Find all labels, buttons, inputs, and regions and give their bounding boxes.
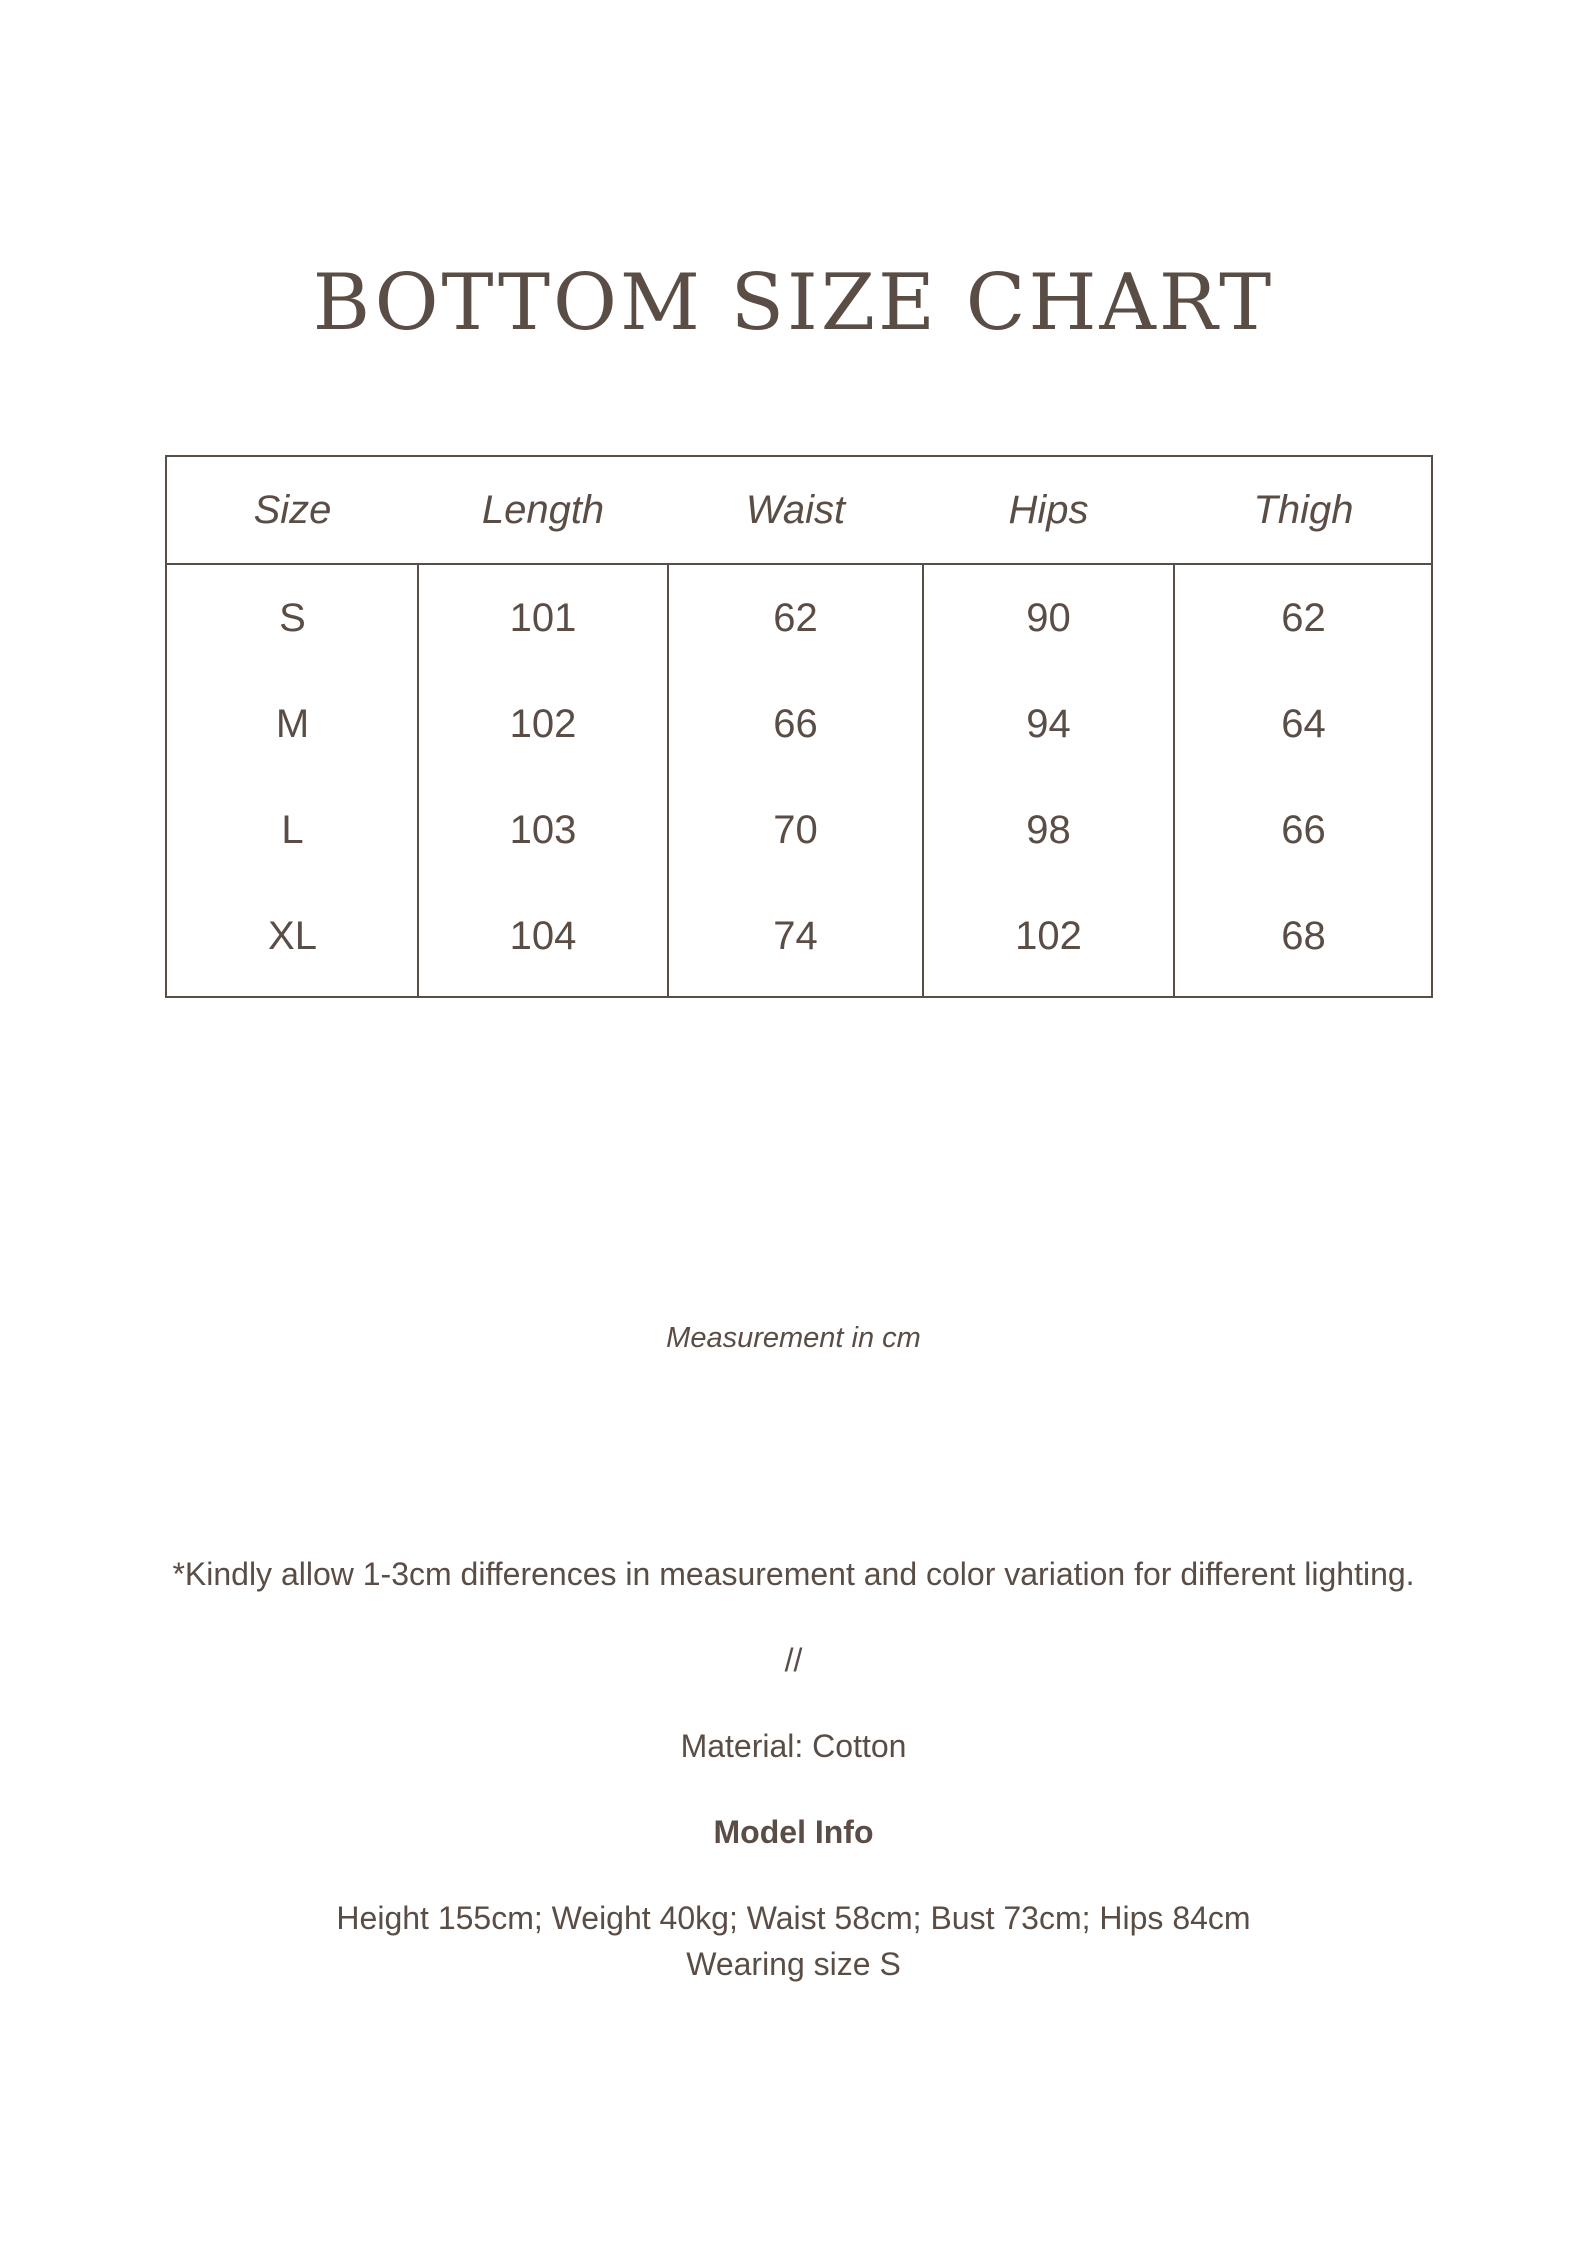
model-stats-text: Height 155cm; Weight 40kg; Waist 58cm; Bust 73cm; Hips 84cm	[336, 1900, 1251, 1936]
table-row	[167, 883, 1431, 989]
header-size: Size	[253, 488, 332, 532]
table-row	[167, 565, 1431, 671]
page-title: BOTTOM SIZE CHART	[312, 258, 1275, 348]
cell-thigh: 62	[1281, 596, 1326, 640]
cell-size: L	[281, 808, 304, 852]
cell-length: 103	[509, 808, 577, 852]
cell-thigh: 66	[1281, 808, 1326, 852]
model-info-heading: Model Info	[713, 1814, 874, 1850]
cell-hips: 90	[1026, 596, 1071, 640]
header-thigh: Thigh	[1253, 488, 1354, 532]
cell-waist: 62	[773, 596, 818, 640]
cell-thigh: 64	[1281, 702, 1326, 746]
separator-text: //	[784, 1642, 803, 1678]
measurement-unit-note: Measurement in cm	[666, 1322, 921, 1354]
header-hips: Hips	[1008, 488, 1089, 532]
cell-length: 104	[509, 914, 577, 958]
cell-hips: 94	[1026, 702, 1071, 746]
cell-length: 102	[509, 702, 577, 746]
header-waist: Waist	[745, 488, 846, 532]
model-wearing-size-text: Wearing size S	[686, 1946, 901, 1982]
material-text: Material: Cotton	[680, 1728, 907, 1764]
cell-size: XL	[268, 914, 317, 958]
disclaimer-text: *Kindly allow 1-3cm differences in measurement and color variation for different lighting.	[172, 1556, 1415, 1592]
cell-waist: 74	[773, 914, 818, 958]
cell-size: M	[275, 702, 310, 746]
cell-length: 101	[509, 596, 577, 640]
cell-hips: 102	[1015, 914, 1082, 958]
table-row	[167, 671, 1431, 777]
table-row	[167, 777, 1431, 883]
cell-hips: 98	[1026, 808, 1071, 852]
table-header-row	[167, 457, 1431, 565]
cell-waist: 66	[773, 702, 818, 746]
cell-waist: 70	[773, 808, 818, 852]
cell-size: S	[279, 596, 306, 640]
cell-thigh: 68	[1281, 914, 1326, 958]
header-length: Length	[481, 488, 605, 532]
size-table	[165, 455, 1433, 998]
